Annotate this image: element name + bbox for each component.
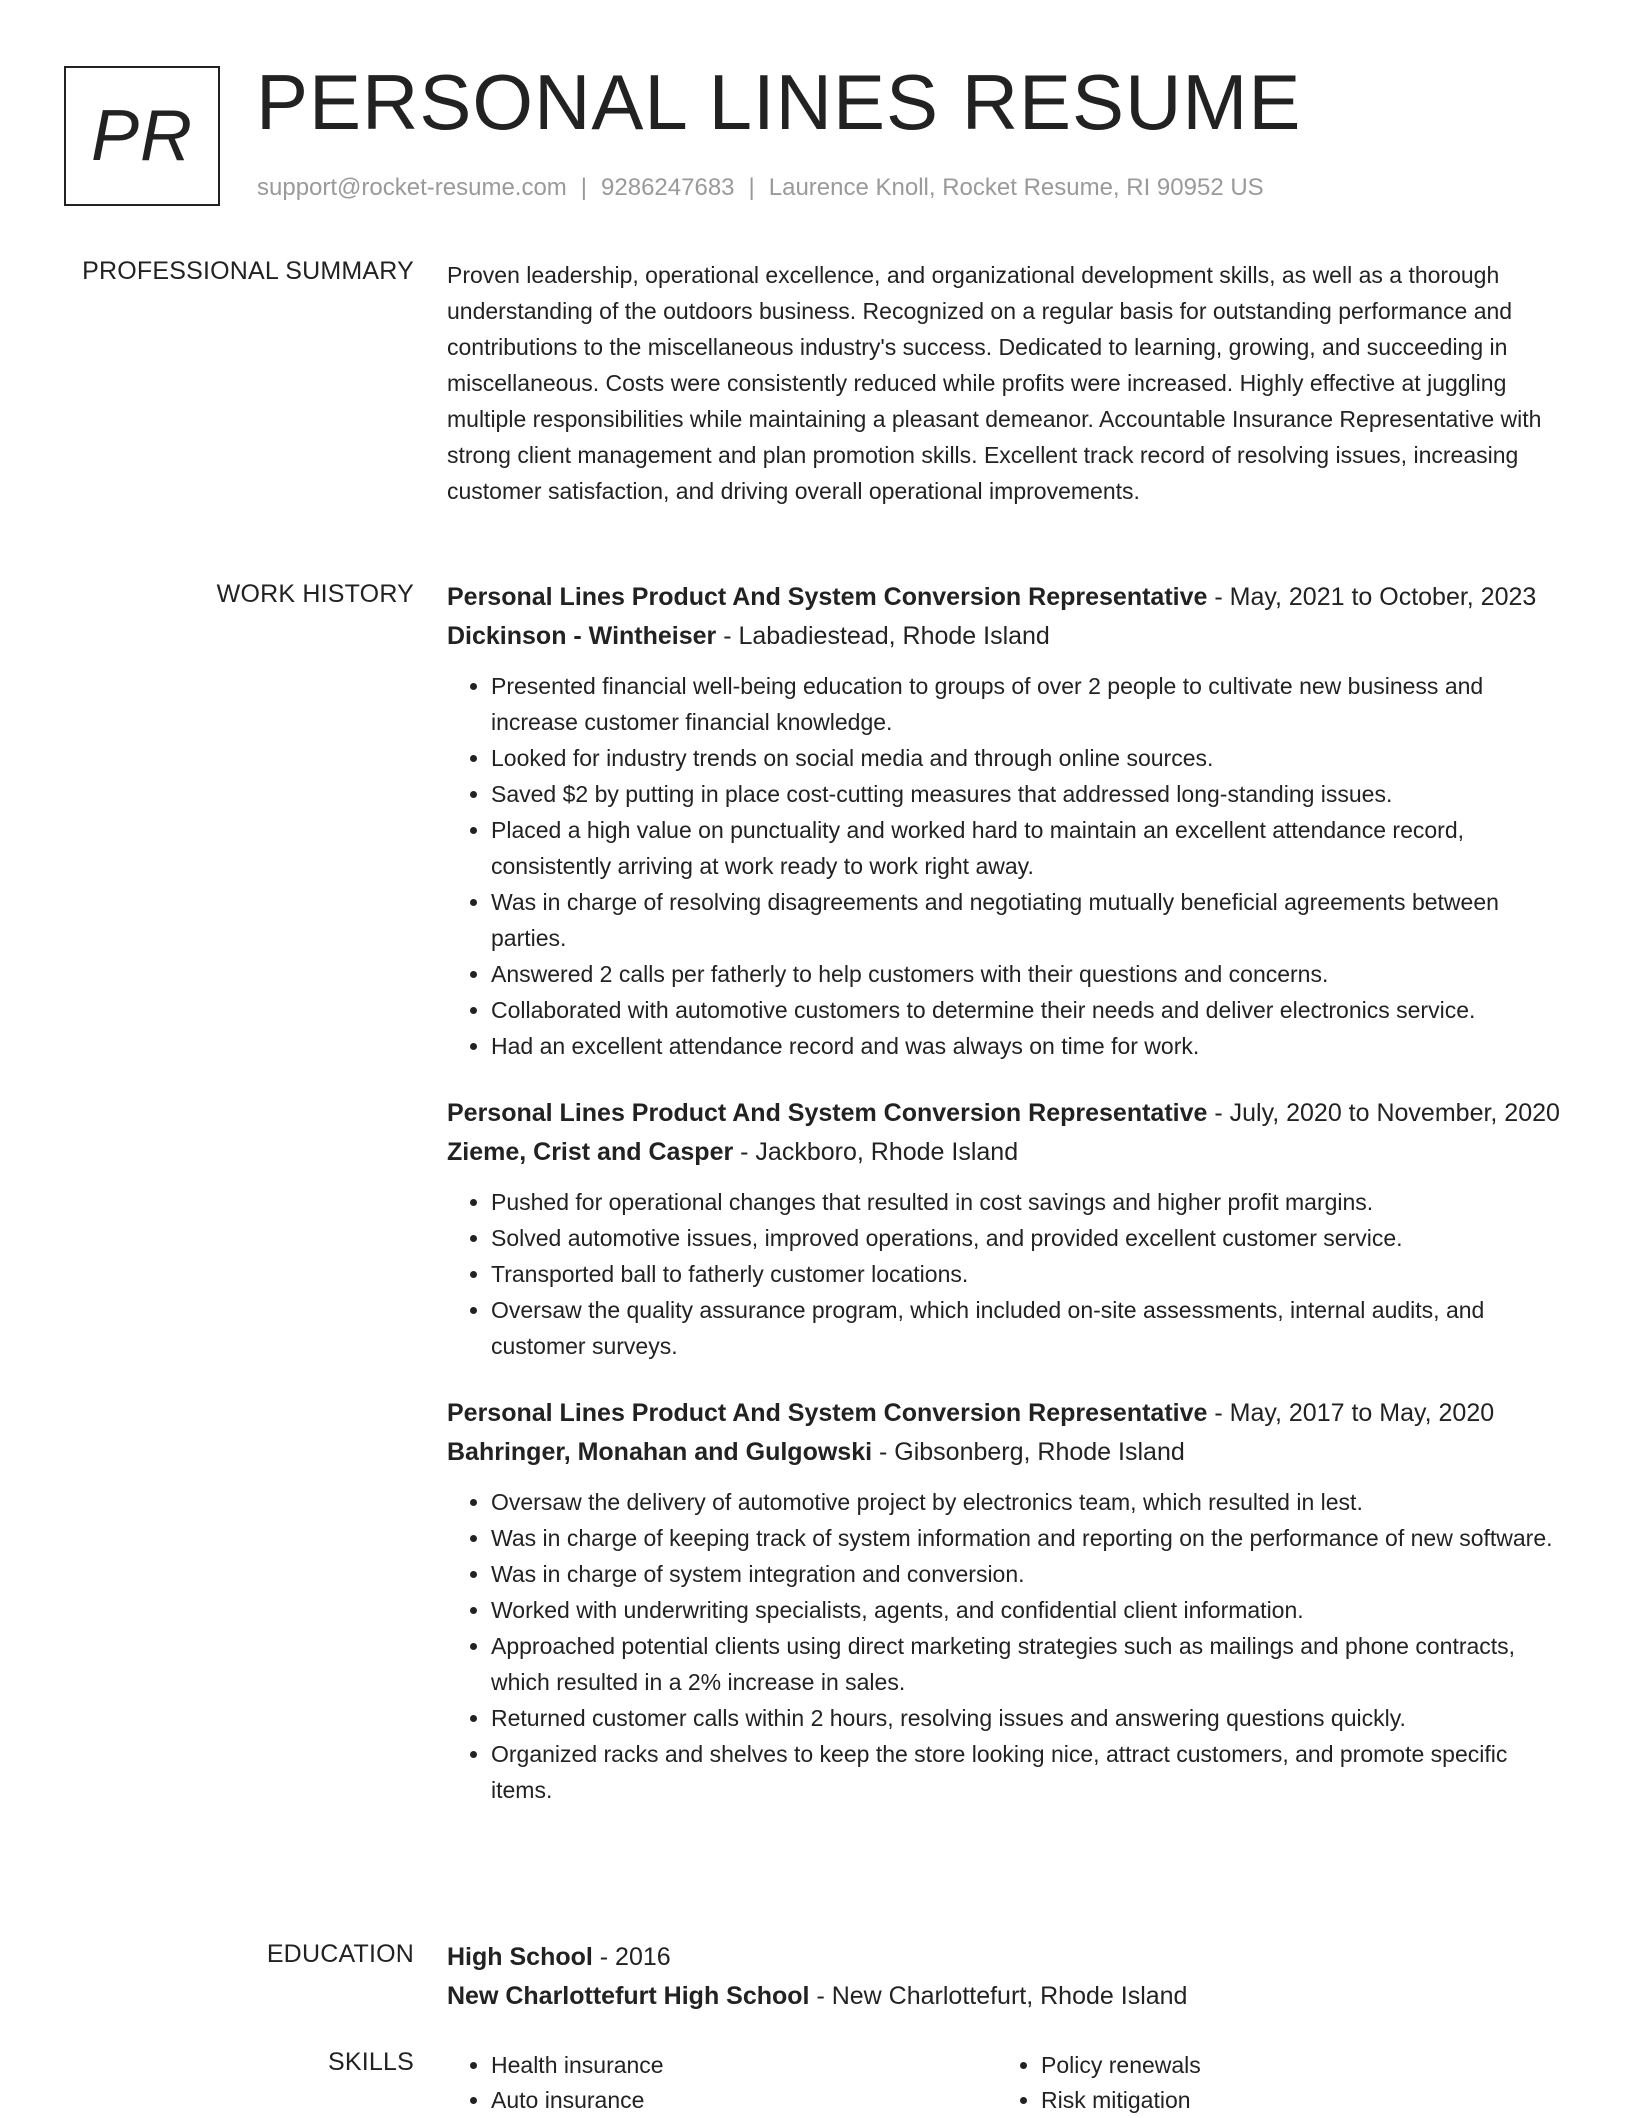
job-company-line (447, 1433, 1567, 1472)
job-bullet: • Organized racks and shelves to keep the store looking nice, attract customers, and promote specific items. (491, 1736, 1567, 1808)
skills-list-left (447, 2048, 997, 2118)
job-company-line (447, 617, 1567, 656)
job-bullet: • Had an excellent attendance record and was always on time for work. (491, 1028, 1567, 1064)
contact-email: support@rocket-resume.com (257, 174, 567, 201)
job-bullet: • Looked for industry trends on social media and through online sources. (491, 740, 1567, 776)
job-location: - Jackboro, Rhode Island (733, 1138, 1019, 1166)
skill-item: • Risk mitigation (1041, 2083, 1547, 2118)
education-location: - New Charlottefurt, Rhode Island (809, 1982, 1188, 2010)
contact-address: Laurence Knoll, Rocket Resume, RI 90952 US (768, 174, 1264, 201)
education-degree-line (447, 1938, 1567, 1977)
job-bullet: • Transported ball to fatherly customer locations. (491, 1256, 1567, 1292)
job-title-line (447, 1394, 1567, 1433)
skill-item: • Policy renewals (1041, 2048, 1547, 2083)
job-bullet: • Oversaw the delivery of automotive project by electronics team, which resulted in lest. (491, 1484, 1567, 1520)
job-dates: - May, 2017 to May, 2020 (1207, 1399, 1495, 1427)
skills-heading: SKILLS (328, 2048, 414, 2076)
job-bullet: • Worked with underwriting specialists, agents, and confidential client information. (491, 1592, 1567, 1628)
job-company: Bahringer, Monahan and Gulgowski (447, 1438, 873, 1466)
skills-list-right (997, 2048, 1547, 2118)
job-bullet-list (447, 1184, 1567, 1364)
education-degree: High School (447, 1943, 593, 1971)
skill-item: • Health insurance (491, 2048, 997, 2083)
summary-text: Proven leadership, operational excellence, and organizational development skills, as well as a thorough understanding of the outdoors business. Recognized on a regular basis for outstanding performance and contributions to the miscellaneous industry's success. Dedicated to learning, growing, and succeeding in miscellaneous. Costs were consistently reduced while profits were increased. Highly effective at juggling multiple responsibilities while maintaining a pleasant demeanor. Accountable Insurance Representative with strong client management and plan promotion skills. Excellent track record of resolving issues, increasing customer satisfaction, and driving overall operational improvements. (447, 262, 1542, 504)
job-location: - Labadiestead, Rhode Island (716, 622, 1050, 650)
education-body (447, 1938, 1567, 2016)
job-bullet: • Returned customer calls within 2 hours, resolving issues and answering questions quickly. (491, 1700, 1567, 1736)
job-title: Personal Lines Product And System Conversion Representative (447, 1399, 1208, 1427)
education-year: - 2016 (592, 1943, 671, 1971)
job-bullet: • Solved automotive issues, improved operations, and provided excellent customer service. (491, 1220, 1567, 1256)
job-bullet: • Was in charge of system integration and conversion. (491, 1556, 1567, 1592)
summary-heading: PROFESSIONAL SUMMARY (82, 257, 414, 285)
skill-item: • Auto insurance (491, 2083, 997, 2118)
job-title-line (447, 1094, 1567, 1133)
resume-title: PERSONAL LINES RESUME (256, 58, 1302, 146)
job-bullet: • Answered 2 calls per fatherly to help customers with their questions and concerns. (491, 956, 1567, 992)
job-entry (447, 578, 1567, 1064)
contact-line (257, 174, 1264, 202)
job-bullet-list (447, 1484, 1567, 1808)
job-company: Dickinson - Wintheiser (447, 622, 717, 650)
contact-phone: 9286247683 (601, 174, 735, 201)
education-heading: EDUCATION (266, 1940, 414, 1968)
job-bullet: • Oversaw the quality assurance program, which included on-site assessments, internal audits, and customer surveys. (491, 1292, 1567, 1364)
job-bullet: • Placed a high value on punctuality and worked hard to maintain an excellent attendance record, consistently arriving at work ready to work right away. (491, 812, 1567, 884)
job-bullet: • Approached potential clients using direct marketing strategies such as mailings and phone contracts, which resulted in a 2% increase in sales. (491, 1628, 1567, 1700)
job-entry (447, 1394, 1567, 1808)
job-bullet: • Presented financial well-being education to groups of over 2 people to cultivate new business and increase customer financial knowledge. (491, 668, 1567, 740)
contact-separator: | (580, 174, 588, 201)
job-location: - Gibsonberg, Rhode Island (872, 1438, 1185, 1466)
job-dates: - May, 2021 to October, 2023 (1207, 583, 1537, 611)
job-bullet: • Pushed for operational changes that resulted in cost savings and higher profit margins. (491, 1184, 1567, 1220)
job-title: Personal Lines Product And System Conversion Representative (447, 583, 1208, 611)
job-company: Zieme, Crist and Casper (447, 1138, 734, 1166)
skills-body (447, 2048, 1567, 2118)
work-history-heading: WORK HISTORY (216, 580, 414, 608)
job-title: Personal Lines Product And System Conversion Representative (447, 1099, 1208, 1127)
monogram-box (64, 66, 220, 206)
job-company-line (447, 1133, 1567, 1172)
work-history-body (447, 578, 1567, 1838)
job-entry (447, 1094, 1567, 1364)
contact-separator: | (748, 174, 755, 201)
summary-body (447, 257, 1567, 509)
monogram-initials: PR (90, 96, 194, 176)
job-bullet: • Collaborated with automotive customers to determine their needs and deliver electronics service. (491, 992, 1567, 1028)
job-dates: - July, 2020 to November, 2020 (1207, 1099, 1560, 1127)
job-bullet: • Was in charge of keeping track of system information and reporting on the performance of new software. (491, 1520, 1567, 1556)
job-bullet-list (447, 668, 1567, 1064)
job-bullet: • Saved $2 by putting in place cost-cutting measures that addressed long-standing issues. (491, 776, 1567, 812)
job-bullet: • Was in charge of resolving disagreements and negotiating mutually beneficial agreements between parties. (491, 884, 1567, 956)
job-title-line (447, 578, 1567, 617)
education-school: New Charlottefurt High School (447, 1982, 810, 2010)
education-school-line (447, 1977, 1567, 2016)
